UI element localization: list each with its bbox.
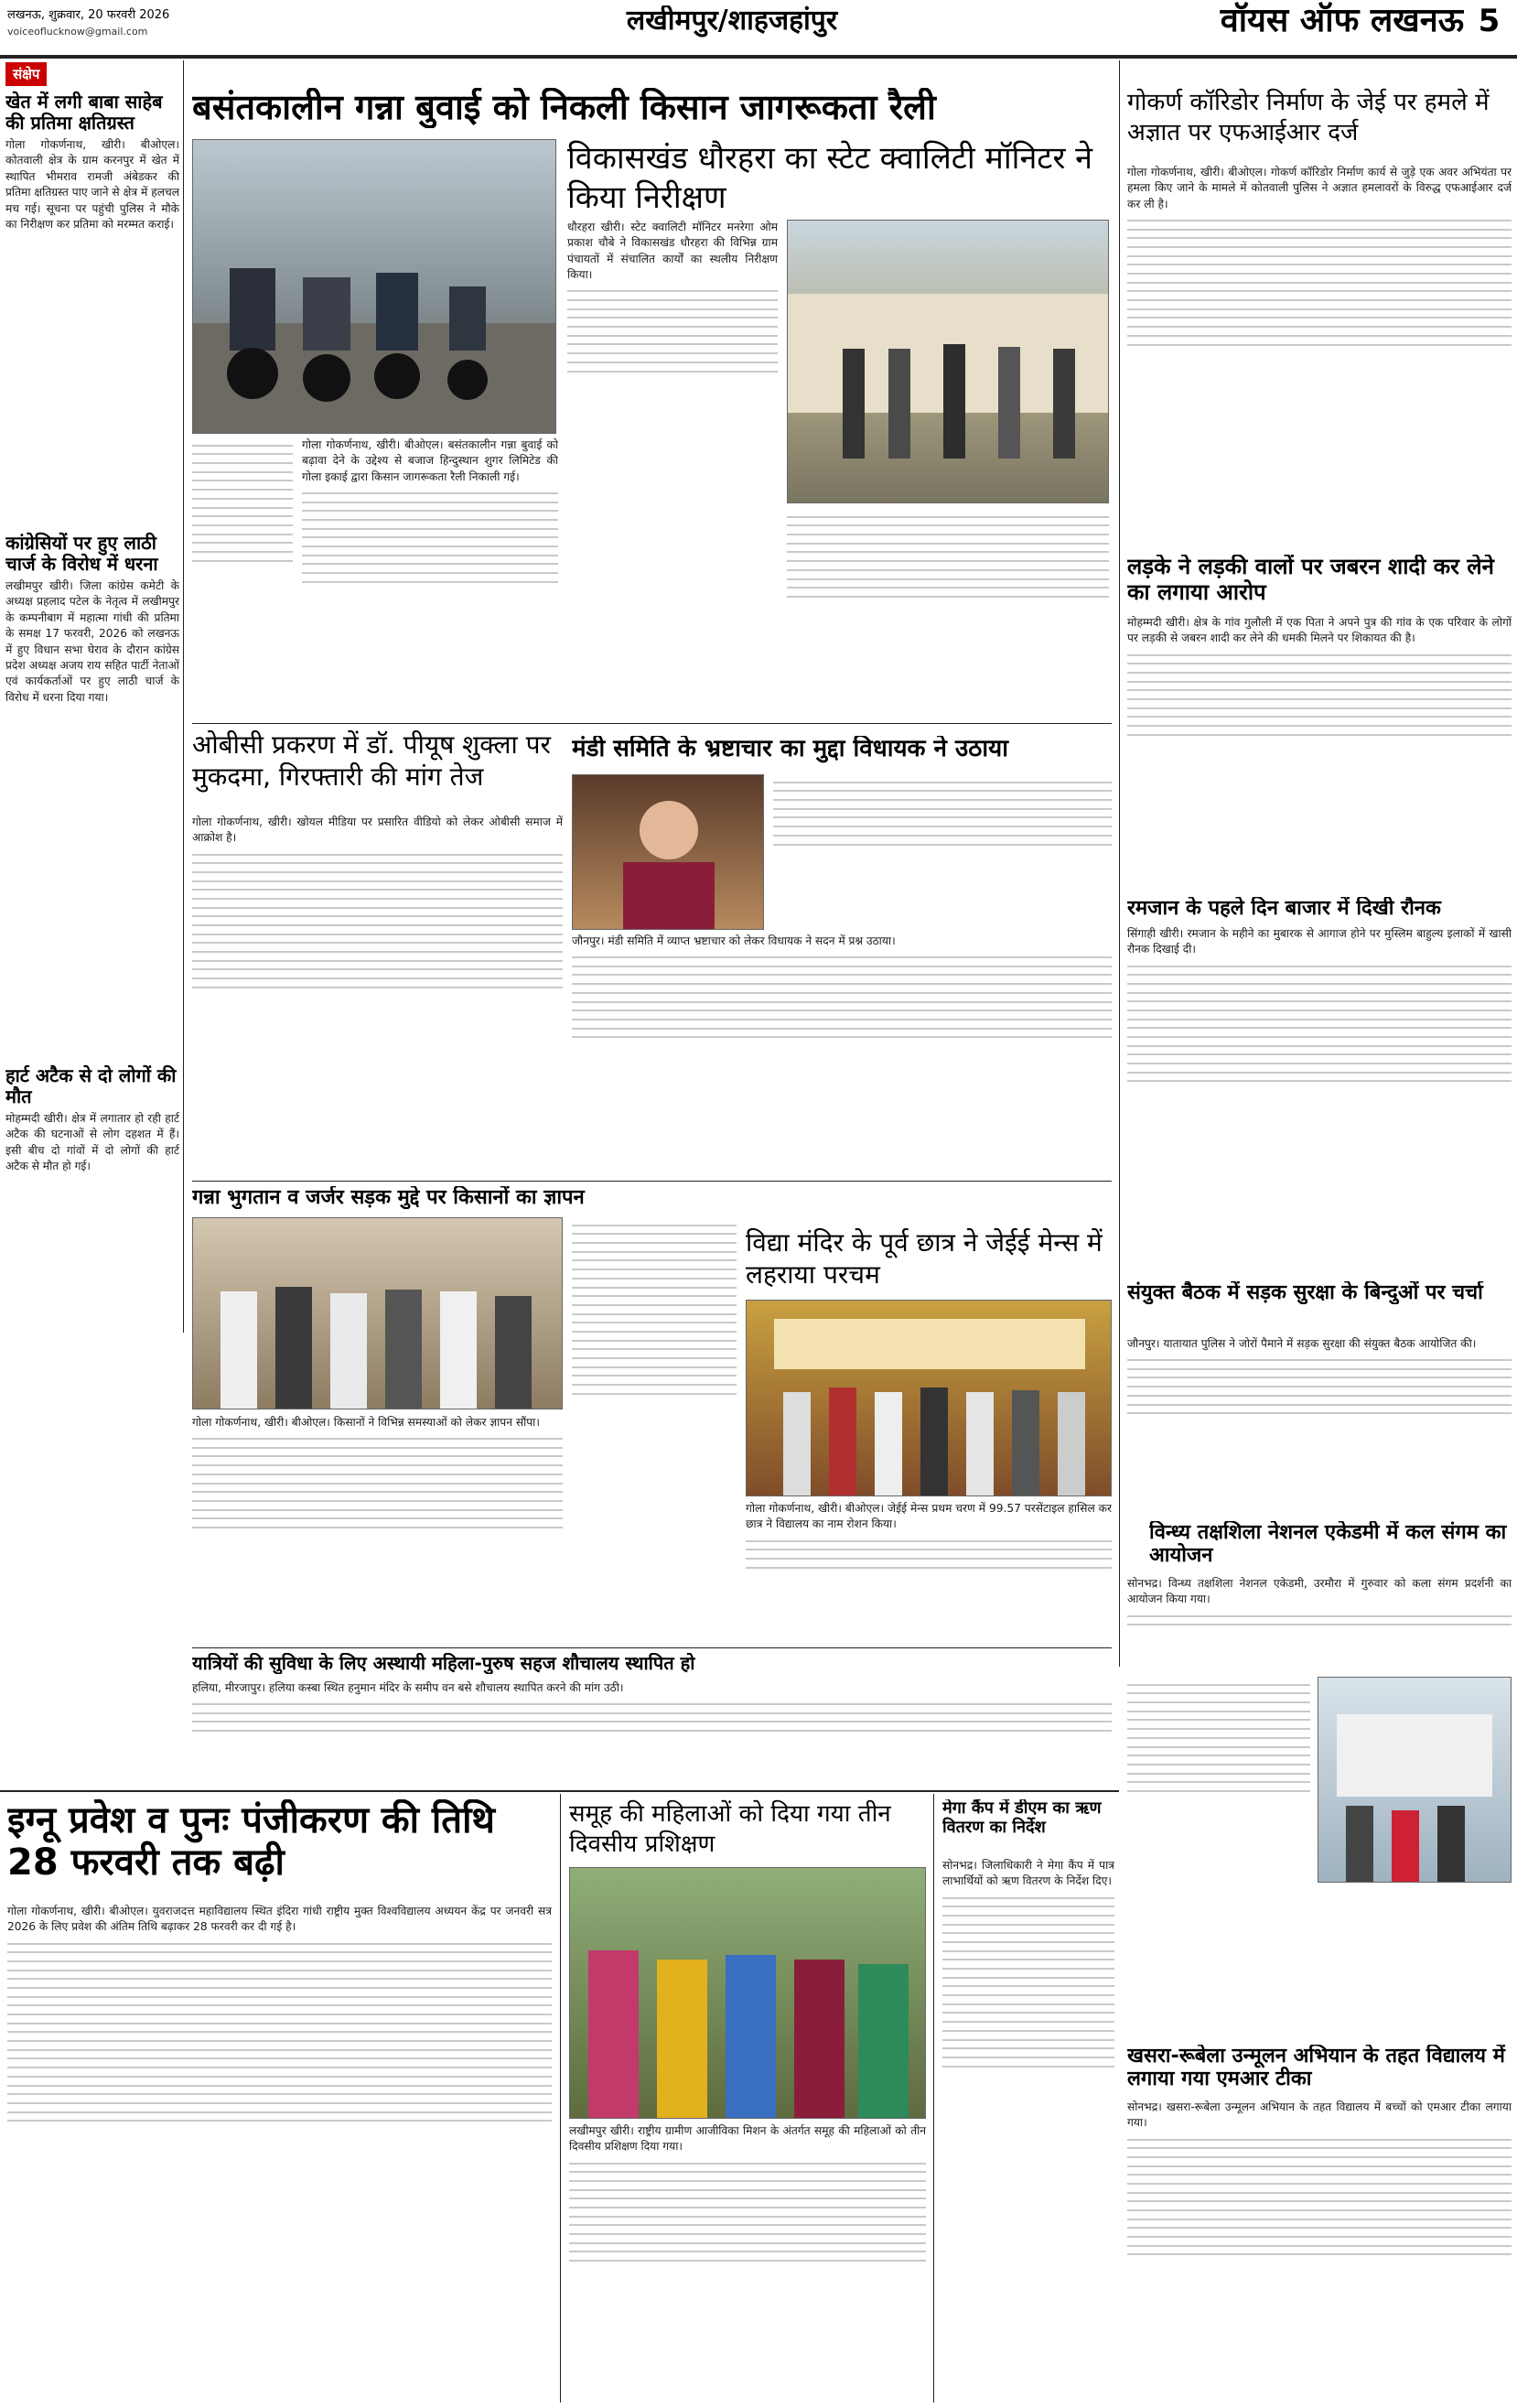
page-number: 5 bbox=[1478, 4, 1501, 39]
khasra-headline: खसरा-रूबेला उन्मूलन अभियान के तहत विद्यालय में लगाया गया एमआर टीका bbox=[1127, 2045, 1505, 2091]
rally-photo bbox=[192, 139, 556, 434]
brief-headline-3: हार्ट अटैक से दो लोगों की मौत bbox=[5, 1064, 177, 1107]
mega-headline: मेगा कैंप में डीएम का ऋण वितरण का निर्देश bbox=[942, 1799, 1102, 1837]
ladke-headline: लड़के ने लड़की वालों पर जबरन शादी कर लेने का लगाया आरोप bbox=[1127, 555, 1494, 605]
obc-body: गोला गोकर्णनाथ, खीरी। खोयल मीडिया पर प्रसारित वीडियो को लेकर ओबीसी समाज में आक्रोश है। bbox=[192, 815, 563, 1176]
vindhya-body: सोनभद्र। विन्ध्य तक्षशिला नेशनल एकेडमी, उरमौरा में गुरुवार को कला संगम प्रदर्शनी का आयोजन किया गया। bbox=[1127, 1576, 1512, 1677]
sanyukt-body: जौनपुर। यातायात पुलिस ने जोरों पैमाने में सड़क सुरक्षा की संयुक्त बैठक आयोजित की। bbox=[1127, 1336, 1512, 1519]
ladke-body: मोहम्मदी खीरी। क्षेत्र के गांव गुलौली में एक पिता ने अपने पुत्र की गांव के एक परिवार के लोगों पर लड़की से जबरन शादी कर लेने की धमकी मिलने पर शिकायत की है। bbox=[1127, 615, 1512, 890]
mandi-photo bbox=[572, 774, 764, 930]
mega-body: सोनभद्र। जिलाधिकारी ने मेगा कैंप में पात्र लाभार्थियों को ऋण वितरण के निर्देश दिए। bbox=[942, 1858, 1114, 2403]
samuh-headline: समूह की महिलाओं को दिया गया तीन दिवसीय प्रशिक्षण bbox=[569, 1800, 891, 1858]
lead-story-body: गोला गोकर्णनाथ, खीरी। बीओएल। बसंतकालीन गन्ना बुवाई को बढ़ावा देने के उद्देश्य से बजाज हिन्दुस्थान शुगर लिमिटेड की गोला इकाई द्वारा किसान जागरूकता रैली निकाली गई। bbox=[302, 437, 558, 721]
brief-headline-1: खेत में लगी बाबा साहेब की प्रतिमा क्षतिग्रस्त bbox=[5, 91, 163, 134]
ganna-body: गोला गोकर्णनाथ, खीरी। बीओएल। किसानों ने विभिन्न समस्याओं को लेकर ज्ञापन सौंपा। bbox=[192, 1415, 563, 1644]
sanyukt-headline: संयुक्त बैठक में सड़क सुरक्षा के बिन्दुओं पर चर्चा bbox=[1127, 1281, 1483, 1304]
left-brief-column bbox=[5, 62, 179, 1334]
ramzan-headline: रमजान के पहले दिन बाजार में दिखी रौनक bbox=[1127, 897, 1441, 920]
vidya-body: गोला गोकर्णनाथ, खीरी। बीओएल। जेईई मेन्स प्रथम चरण में 99.57 परसेंटाइल हासिल कर छात्र ने विद्यालय का नाम रोशन किया। bbox=[746, 1501, 1112, 1647]
ganna-headline: गन्ना भुगतान व जर्जर सड़क मुद्दे पर किसानों का ज्ञापन bbox=[192, 1186, 585, 1209]
brief-headline-2: कांग्रेसियों पर हुए लाठी चार्ज के विरोध में धरना bbox=[5, 532, 158, 575]
vindhya-photo bbox=[1318, 1677, 1512, 1883]
ganna-body-col2 bbox=[572, 1217, 737, 1647]
samuh-body: लखीमपुर खीरी। राष्ट्रीय ग्रामीण आजीविका मिशन के अंतर्गत समूह की महिलाओं को तीन दिवसीय प्रशिक्षण दिया गया। bbox=[569, 2123, 926, 2403]
masthead bbox=[0, 0, 1517, 57]
state-quality-photo bbox=[787, 220, 1109, 503]
lead-story-body-col2 bbox=[192, 437, 293, 721]
ramzan-body: सिंगाही खीरी। रमजान के महीने का मुबारक से आगाज होने पर मुस्लिम बाहुल्य इलाकों में खासी रौनक दिखाई दी। bbox=[1127, 926, 1512, 1274]
dateline: लखनऊ, शुक्रवार, 20 फरवरी 2026 bbox=[7, 8, 170, 22]
brief-body-3: मोहम्मदी खीरी। क्षेत्र में लगातार हो रही हार्ट अटैक की घटनाओं से लोग दहशत में हैं। इसी बीच दो गांवों में दो लोगों की हार्ट अटैक से मौत हो गई। bbox=[5, 1112, 179, 1173]
mandi-headline: मंडी समिति के भ्रष्टाचार का मुद्दा विधायक ने उठाया bbox=[572, 736, 1008, 762]
vidya-headline: विद्या मंदिर के पूर्व छात्र ने जेईई मेन्स में लहराया परचम bbox=[746, 1227, 1103, 1290]
ignou-body: गोला गोकर्णनाथ, खीरी। बीओएल। युवराजदत्त महाविद्यालय स्थित इंदिरा गांधी राष्ट्रीय मुक्त विश्वविद्यालय अध्ययन केंद्र पर जनवरी सत्र 2026 के लिए प्रवेश की अंतिम तिथि बढ़ाकर 28 फरवरी कर दी गई है। bbox=[7, 1904, 552, 2403]
email: voiceoflucknow@gmail.com bbox=[7, 26, 148, 38]
lead-headline: बसंतकालीन गन्ना बुवाई को निकली किसान जागरूकता रैली bbox=[192, 88, 936, 127]
gokarn-body: गोला गोकर्णनाथ, खीरी। बीओएल। गोकर्ण कॉरिडोर निर्माण कार्य से जुड़े एक अवर अभियंता पर हमला किए जाने के मामले में कोतवाली पुलिस ने अज्ञात हमलावरों के विरुद्ध एफआईआर दर्ज कर ली है। bbox=[1127, 165, 1512, 549]
yatri-body: हलिया, मीरजापुर। हलिया कस्बा स्थित हनुमान मंदिर के समीप वन बसे शौचालय स्थापित करने की मांग उठी। bbox=[192, 1680, 1112, 1779]
mandi-body-col2 bbox=[773, 774, 1112, 930]
obc-headline: ओबीसी प्रकरण में डॉ. पीयूष शुक्ला पर मुकदमा, गिरफ्तारी की मांग तेज bbox=[192, 729, 551, 792]
brief-body-2: लखीमपुर खीरी। जिला कांग्रेस कमेटी के अध्यक्ष प्रहलाद पटेल के नेतृत्व में लखीमपुर के कम्पनीबाग में महात्मा गांधी की प्रतिमा के समक्ष 17 फरवरी, 2026 को लखनऊ में हुए विधान सभा घेराव के दौरान कांग्रेस प्रदेश अध्यक्ष अजय राय सहित पार्टी नेताओं एवं कार्यकर्ताओं पर हुए लाठी चार्ज के विरोध में धरना दिया गया। bbox=[5, 579, 179, 704]
gokarn-headline: गोकर्ण कॉरिडोर निर्माण के जेई पर हमले में अज्ञात पर एफआईआर दर्ज bbox=[1127, 89, 1490, 146]
state-quality-body: धौरहरा खीरी। स्टेट क्वालिटी मॉनिटर मनरेगा ओम प्रकाश चौबे ने विकासखंड धौरहरा की विभिन्न ग्राम पंचायतों में संचालित कार्यों का स्थलीय निरीक्षण किया। bbox=[567, 220, 778, 714]
brief-tag: संक्षेप bbox=[5, 62, 47, 86]
khasra-body: सोनभद्र। खसरा-रूबेला उन्मूलन अभियान के तहत विद्यालय में बच्चों को एमआर टीका लगाया गया। bbox=[1127, 2100, 1512, 2402]
paper-name: वॉयस ऑफ लखनऊ bbox=[1220, 2, 1464, 39]
vindhya-headline: विन्ध्य तक्षशिला नेशनल एकेडमी में कल संगम का आयोजन bbox=[1149, 1521, 1507, 1568]
section-title: लखीमपुर/शाहजहांपुर bbox=[626, 5, 838, 37]
ganna-photo bbox=[192, 1217, 563, 1409]
yatri-headline: यात्रियों की सुविधा के लिए अस्थायी महिला-पुरुष सहज शौचालय स्थापित हो bbox=[192, 1653, 695, 1674]
mandi-body: जौनपुर। मंडी समिति में व्याप्त भ्रष्टाचार को लेकर विधायक ने सदन में प्रश्न उठाया। bbox=[572, 934, 1112, 1176]
brief-body-1: गोला गोकर्णनाथ, खीरी। बीओएल। कोतवाली क्षेत्र के ग्राम करनपुर में खेत में स्थापित भीमराव रामजी अंबेडकर की प्रतिमा क्षतिग्रस्त पाए जाने से क्षेत्र में हलचल मच गई। सूचना पर पहुंची पुलिस ने मौके का निरीक्षण कर प्रतिमा को मरम्मत कराई। bbox=[5, 138, 179, 232]
vindhya-body-col bbox=[1127, 1677, 1310, 1883]
state-quality-body-col2 bbox=[787, 509, 1109, 719]
ignou-headline: इग्नू प्रवेश व पुनः पंजीकरण की तिथि 28 फरवरी तक बढ़ी bbox=[7, 1799, 495, 1884]
samuh-photo bbox=[569, 1867, 926, 2119]
state-quality-headline: विकासखंड धौरहरा का स्टेट क्वालिटी मॉनिटर ने किया निरीक्षण bbox=[567, 140, 1093, 216]
rally-photo-art bbox=[193, 140, 556, 434]
vidya-photo bbox=[746, 1300, 1112, 1496]
